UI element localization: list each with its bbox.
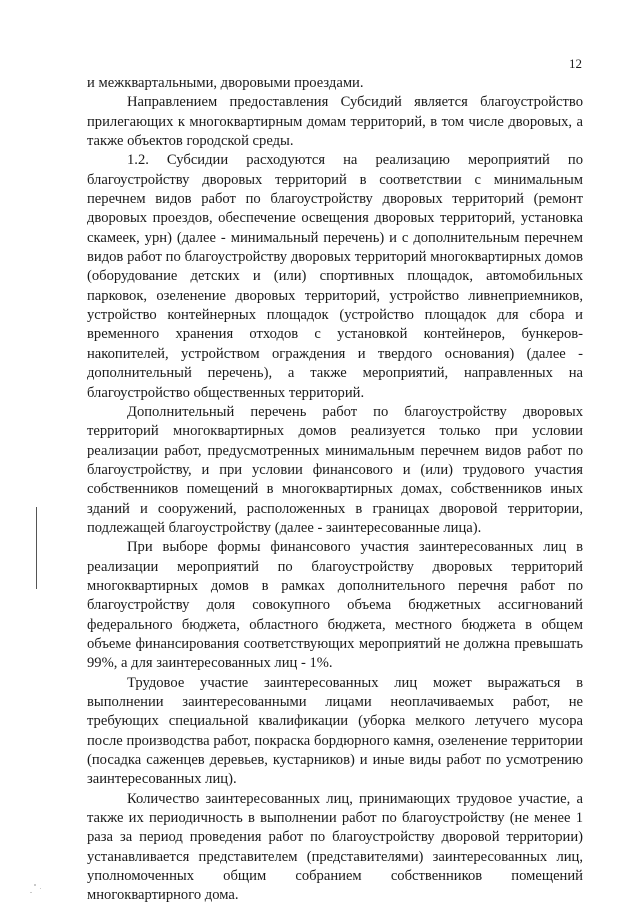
document-body [87, 74, 583, 906]
paragraph-section-1-2: 1.2. Субсидии расходуются на реализацию мероприятий по благоустройству дворовых территорий в соответствии с минимальным перечнем видов работ по благоустройству дворовых территорий (ремонт дворовых проездов, обеспечение освещения дворовых территорий, установка скамеек, урн) (далее - минимальный перечень) и с дополнительным перечнем видов работ по благоустройству дворовых территорий многоквартирных домов (оборудование детских и (или) спортивных площадок, автомобильных парковок, озеленение дворовых территорий, устройство ливнеприемников, устройство контейнерных площадок (устройство площадок для сбора и временного хранения отходов с установкой контейнеров, бункеров-накопителей, устройством ограждения и твердого основания) (далее - дополнительный перечень), а также мероприятий, направленных на благоустройство общественных территорий. [87, 152, 583, 401]
paragraph-participant-count: Количество заинтересованных лиц, принимающих трудовое участие, а также их периодичность в выполнении работ по благоустройству (не менее 1 раза за период проведения работ по благоустройству дворовой территории) устанавливается представителем (представителями) заинтересованных лиц, уполномоченных общим собранием собственников помещений многоквартирного дома. [87, 790, 583, 904]
paragraph-additional-list: Дополнительный перечень работ по благоустройству дворовых территорий многоквартирных домов реализуется только при условии реализации работ, предусмотренных минимальным перечнем видов работ по благоустройству, и при условии финансового и (или) трудового участия собственников помещений в многоквартирных домах, собственников иных зданий и сооружений, расположенных в границах дворовой территории, подлежащей благоустройству (далее - заинтересованные лица). [87, 403, 583, 536]
scan-artifact [34, 884, 36, 886]
paragraph-subsidy-purpose: Направлением предоставления Субсидий является благоустройство прилегающих к многоквартирным домам территорий, в том числе дворовых, а также объектов городской среды. [87, 94, 583, 150]
paragraph-labor-participation: Трудовое участие заинтересованных лиц может выражаться в выполнении заинтересованными лицами неоплачиваемых работ, не требующих специальной квалификации (уборка мелкого летучего мусора после производства работ, покраска бордюрного камня, озеленение территории (посадка саженцев деревьев, кустарников) и иные виды работ по усмотрению заинтересованных лиц). [87, 674, 583, 788]
margin-mark [36, 507, 37, 589]
paragraph-financial-participation: При выборе формы финансового участия заинтересованных лиц в реализации мероприятий по благоустройству дворовых территорий многоквартирных домов в рамках дополнительного перечня работ по благоустройству доля совокупного объема бюджетных ассигнований федерального бюджета, областного бюджета, местного бюджета в общем объеме финансирования соответствующих мероприятий не должна превышать 99%, а для заинтересованных лиц - 1%. [87, 539, 583, 672]
paragraph-continuation: и межквартальными, дворовыми проездами. [87, 75, 364, 91]
page-number: 12 [569, 56, 582, 71]
scan-artifact [30, 892, 32, 893]
scan-artifact [40, 888, 41, 889]
